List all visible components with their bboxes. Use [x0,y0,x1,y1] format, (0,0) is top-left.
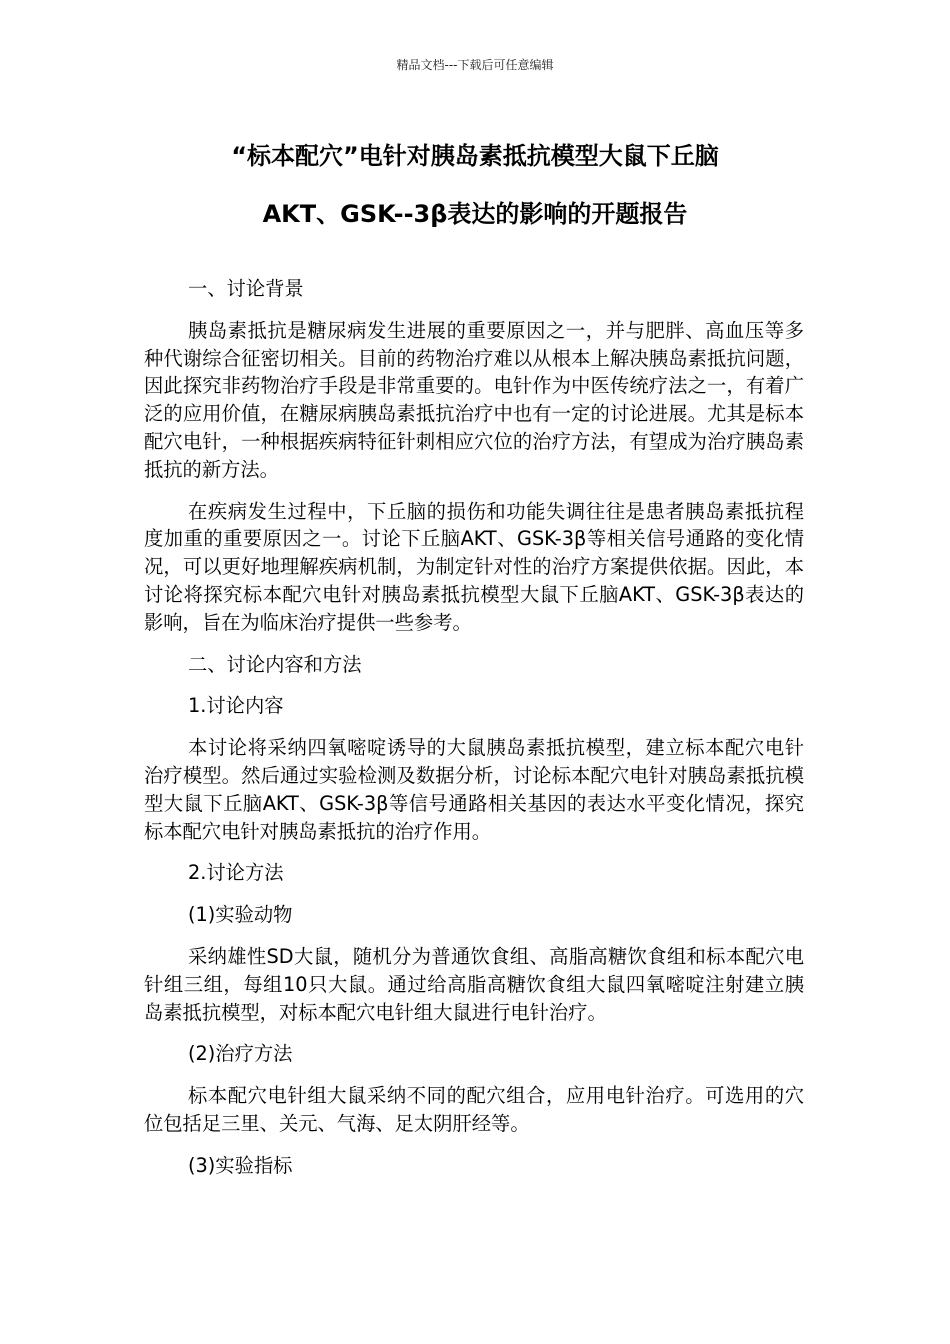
item-heading-animals: (1)实验动物 [188,903,293,927]
document-title-line-1: “标本配穴”电针对胰岛素抵抗模型大鼠下丘脑 [231,142,719,170]
document-body [144,275,804,1194]
item-heading-indicators: (3)实验指标 [188,1153,293,1177]
subsection-heading-methods: 2.讨论方法 [188,861,284,885]
paragraph-animals: 采纳雄性SD大鼠，随机分为普通饮食组、高脂高糖饮食组和标本配穴电针组三组，每组10只大鼠。通过给高脂高糖饮食组大鼠四氧嘧啶注射建立胰岛素抵抗模型，对标本配穴电针组大鼠进行电针治疗。 [144,944,804,1024]
document-title-line-2: AKT、GSK--3β表达的影响的开题报告 [262,200,688,228]
paragraph-background-1: 胰岛素抵抗是糖尿病发生进展的重要原因之一，并与肥胖、高血压等多种代谢综合征密切相关。目前的药物治疗难以从根本上解决胰岛素抵抗问题，因此探究非药物治疗手段是非常重要的。电针作为中医传统疗法之一，有着广泛的应用价值，在糖尿病胰岛素抵抗治疗中也有一定的讨论进展。尤其是标本配穴电针，一种根据疾病特征针刺相应穴位的治疗方法，有望成为治疗胰岛素抵抗的新方法。 [144,318,804,481]
paragraph-content: 本讨论将采纳四氧嘧啶诱导的大鼠胰岛素抵抗模型，建立标本配穴电针治疗模型。然后通过实验检测及数据分析，讨论标本配穴电针对胰岛素抵抗模型大鼠下丘脑AKT、GSK-3β等信号通路相关基因的表达水平变化情况，探究标本配穴电针对胰岛素抵抗的治疗作用。 [144,736,804,843]
subsection-heading-content: 1.讨论内容 [188,694,284,718]
paragraph-treatment: 标本配穴电针组大鼠采纳不同的配穴组合，应用电针治疗。可选用的穴位包括足三里、关元、气海、足太阴肝经等。 [144,1084,804,1135]
page-header-note: 精品文档---下载后可任意编辑 [396,58,554,72]
item-heading-treatment: (2)治疗方法 [188,1042,293,1066]
section-heading-background: 一、讨论背景 [188,277,304,300]
section-heading-content-methods: 二、讨论内容和方法 [188,652,362,676]
paragraph-background-2: 在疾病发生过程中，下丘脑的损伤和功能失调往往是患者胰岛素抵抗程度加重的重要原因之一。讨论下丘脑AKT、GSK-3β等相关信号通路的变化情况，可以更好地理解疾病机制，为制定针对性的治疗方案提供依据。因此，本讨论将探究标本配穴电针对胰岛素抵抗模型大鼠下丘脑AKT、GSK-3β表达的影响，旨在为临床治疗提供一些参考。 [144,499,804,634]
